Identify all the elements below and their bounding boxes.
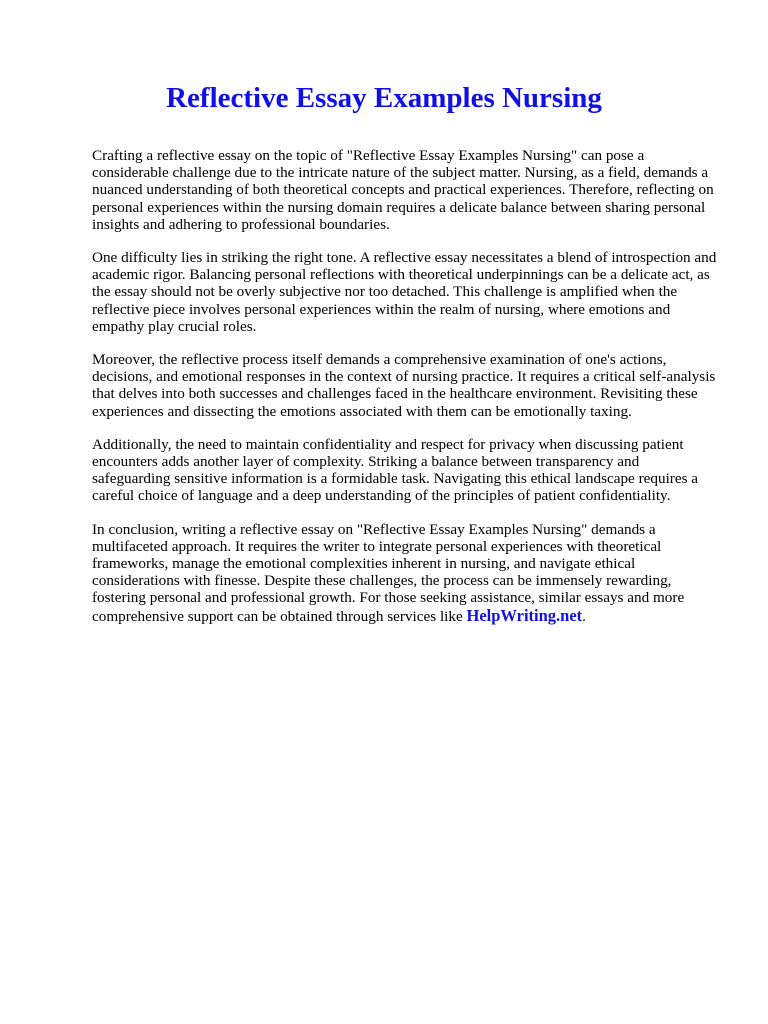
helpwriting-link[interactable]: HelpWriting.net bbox=[466, 605, 583, 625]
paragraph-3: Moreover, the reflective process itself demands a comprehensive examination of one's actions, decisions, and emotional responses in the context of nursing practice. It requires a critical self-analysis that delves into both successes and challenges faced in the healthcare environment. Revisiting these experiences and dissecting the emotions associated with them can be emotionally taxing. bbox=[92, 351, 716, 420]
document-title: Reflective Essay Examples Nursing bbox=[166, 82, 602, 114]
document-body bbox=[92, 147, 720, 641]
conclusion-paragraph bbox=[92, 521, 720, 625]
conclusion-text: In conclusion, writing a reflective essay on "Reflective Essay Examples Nursing" demands a multifaceted approach. It requires the writer to integrate personal experiences with theoretical frameworks, manage the emotional complexities inherent in nursing, and navigate ethical considerations with finesse. Despite these challenges, the process can be immensely rewarding, fostering personal and professional growth. For those seeking assistance, similar essays and more comprehensive support can be obtained through services like bbox=[92, 520, 685, 625]
paragraph-1: Crafting a reflective essay on the topic of "Reflective Essay Examples Nursing" can pose a considerable challenge due to the intricate nature of the subject matter. Nursing, as a field, demands a nuanced understanding of both theoretical concepts and practical experiences. Therefore, reflecting on personal experiences within the nursing domain requires a delicate balance between sharing personal insights and adhering to professional boundaries. bbox=[92, 147, 714, 233]
paragraph-2: One difficulty lies in striking the right tone. A reflective essay necessitates a blend of introspection and academic rigor. Balancing personal reflections with theoretical underpinnings can be a delicate act, as the essay should not be overly subjective nor too detached. This challenge is amplified when the reflective piece involves personal experiences within the realm of nursing, where emotions and empathy play crucial roles. bbox=[92, 249, 717, 335]
paragraph-4: Additionally, the need to maintain confidentiality and respect for privacy when discussing patient encounters adds another layer of complexity. Striking a balance between transparency and safeguarding sensitive information is a formidable task. Navigating this ethical landscape requires a careful choice of language and a deep understanding of the principles of patient confidentiality. bbox=[92, 435, 699, 505]
conclusion-end: . bbox=[582, 607, 586, 625]
